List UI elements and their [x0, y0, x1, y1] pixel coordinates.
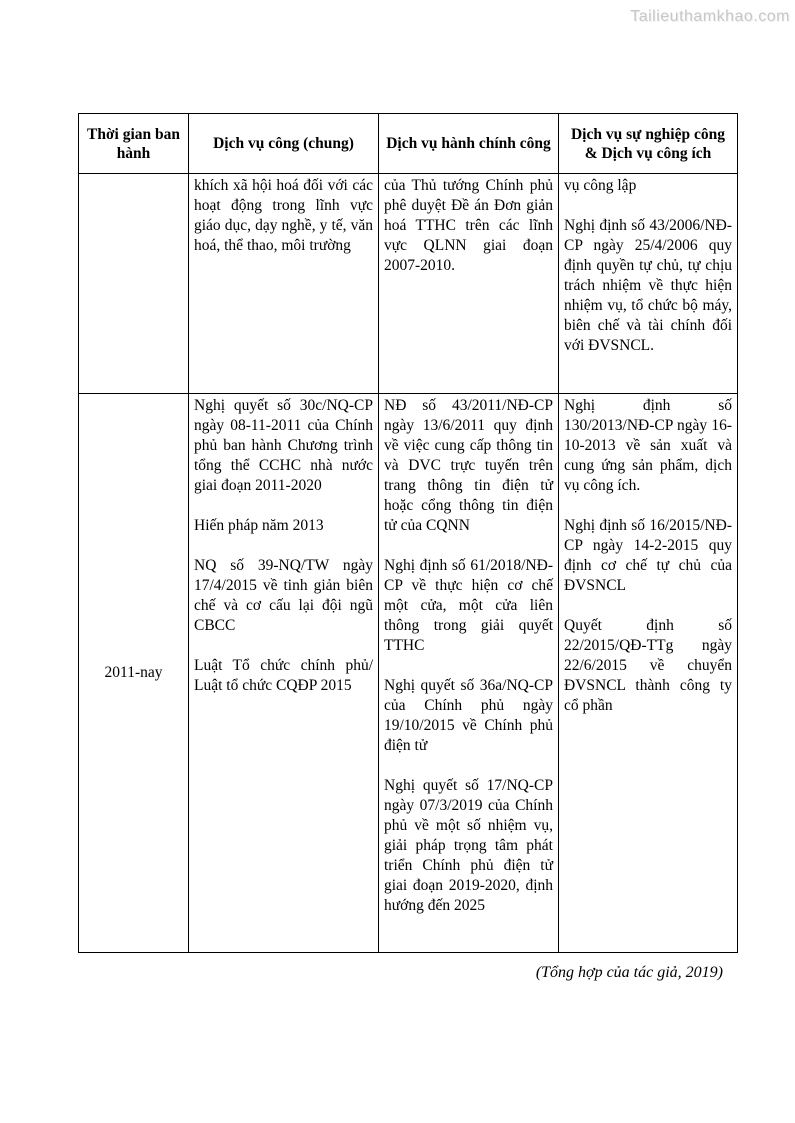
paragraph: Nghị định số 16/2015/NĐ-CP ngày 14-2-2015 quy định cơ chế tự chủ của ĐVSNCL: [564, 517, 732, 594]
legal-documents-table: [78, 113, 738, 953]
paragraph: NQ số 39-NQ/TW ngày 17/4/2015 về tinh giản biên chế và cơ cấu lại đội ngũ CBCC: [194, 557, 373, 634]
header-dich-vu-su-nghiep-cong: Dịch vụ sự nghiệp công & Dịch vụ công ích: [559, 114, 738, 174]
paragraph: khích xã hội hoá đối với các hoạt động trong lĩnh vực giáo dục, dạy nghề, y tế, văn hoá, thể thao, môi trường: [194, 177, 373, 254]
cell-dv-su-nghiep-row1: [559, 174, 738, 394]
header-dich-vu-hanh-chinh-cong: Dịch vụ hành chính công: [379, 114, 559, 174]
cell-dv-hanh-chinh-row1: [379, 174, 559, 394]
header-dich-vu-cong-chung: Dịch vụ công (chung): [189, 114, 379, 174]
cell-dv-su-nghiep-row2: [559, 394, 738, 953]
table-header-row: [79, 114, 738, 174]
paragraph: Nghị quyết số 30c/NQ-CP ngày 08-11-2011 của Chính phủ ban hành Chương trình tổng thể CCHC nhà nước giai đoạn 2011-2020: [194, 397, 373, 494]
cell-period-2011-nay: 2011-nay: [79, 394, 189, 953]
paragraph: Nghị định số 61/2018/NĐ-CP về thực hiện cơ chế một cửa, một cửa liên thông trong giải quyết TTHC: [384, 557, 553, 654]
paragraph: Nghị quyết số 36a/NQ-CP của Chính phủ ngày 19/10/2015 về Chính phủ điện tử: [384, 677, 553, 754]
table-row-continuation: [79, 174, 738, 394]
paragraph: Nghị định số 43/2006/NĐ-CP ngày 25/4/2006 quy định quyền tự chủ, tự chịu trách nhiệm về thực hiện nhiệm vụ, tổ chức bộ máy, biên chế và tài chính đối với ĐVSNCL.: [564, 217, 732, 354]
cell-dv-hanh-chinh-row2: [379, 394, 559, 953]
cell-dvc-chung-row1: [189, 174, 379, 394]
cell-dvc-chung-row2: [189, 394, 379, 953]
paragraph: vụ công lập: [564, 177, 637, 194]
header-thoi-gian-ban-hanh: Thời gian ban hành: [79, 114, 189, 174]
paragraph: Hiến pháp năm 2013: [194, 517, 324, 534]
paragraph: Nghị quyết số 17/NQ-CP ngày 07/3/2019 của Chính phủ về một số nhiệm vụ, giải pháp trọng tâm phát triển Chính phủ điện tử giai đoạn 2019-2020, định hướng đến 2025: [384, 777, 553, 914]
paragraph: của Thủ tướng Chính phủ phê duyệt Đề án Đơn giản hoá TTHC trên các lĩnh vực QLNN giai đoạn 2007-2010.: [384, 177, 553, 274]
table-row-2011-nay: [79, 394, 738, 953]
paragraph: Luật Tổ chức chính phủ/ Luật tổ chức CQĐP 2015: [194, 657, 373, 694]
source-note: (Tổng hợp của tác giả, 2019): [535, 964, 723, 981]
paragraph: NĐ số 43/2011/NĐ-CP ngày 13/6/2011 quy định về việc cung cấp thông tin và DVC trực tuyến trên trang thông tin điện tử hoặc cổng thông tin điện tử của CQNN: [384, 397, 553, 534]
paragraph: Quyết định số 22/2015/QĐ-TTg ngày 22/6/2015 về chuyển ĐVSNCL thành công ty cổ phần: [564, 617, 732, 714]
paragraph: Nghị định số 130/2013/NĐ-CP ngày 16-10-2013 về sản xuất và cung ứng sản phẩm, dịch vụ công ích.: [564, 397, 732, 494]
watermark-text: Tailieuthamkhao.com: [630, 8, 790, 25]
cell-period-empty: [79, 174, 189, 394]
